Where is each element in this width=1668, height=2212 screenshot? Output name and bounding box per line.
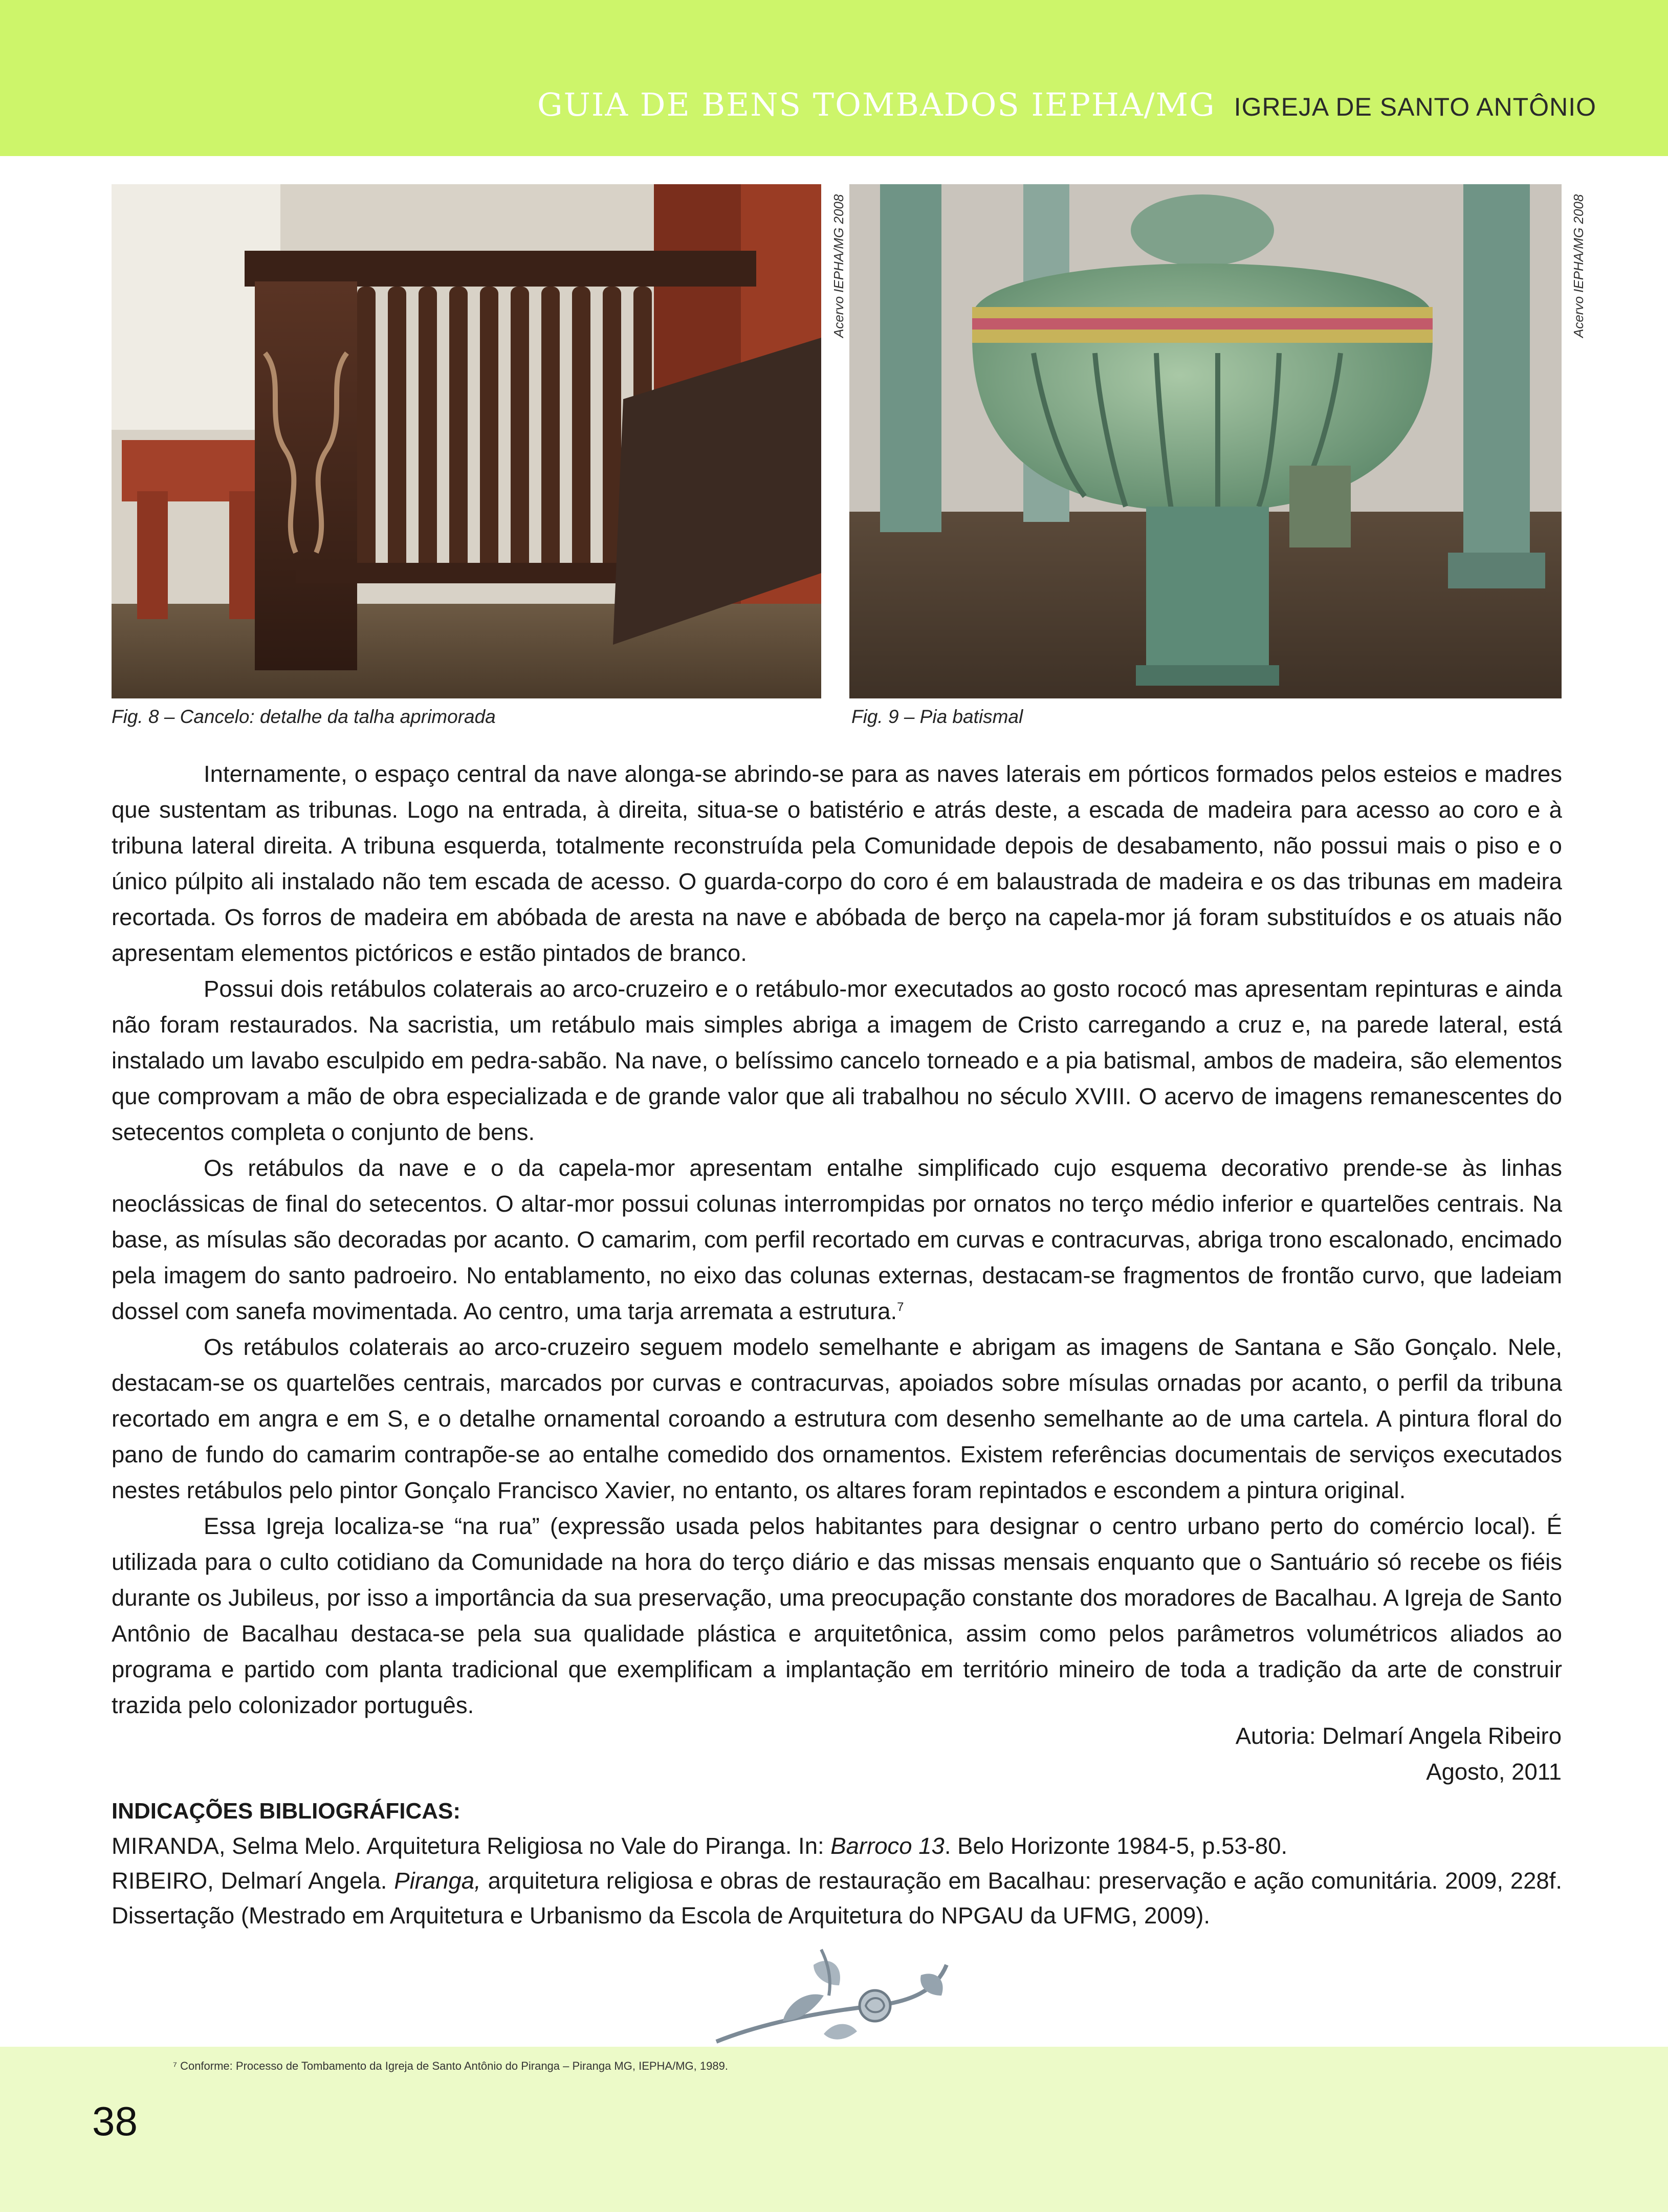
footnote: ⁷ Conforme: Processo de Tombamento da Igreja de Santo Antônio do Piranga – Piranga MG, IEPHA/MG, 1989. xyxy=(173,2060,728,2072)
figure-caption: Fig. 8 – Cancelo: detalhe da talha aprimorada xyxy=(112,706,496,727)
photo-credit: Acervo IEPHA/MG 2008 xyxy=(831,194,846,338)
paragraph: Essa Igreja localiza-se “na rua” (expressão usada pelos habitantes para designar o centro urbano perto do comércio local). É utilizada para o culto cotidiano da Comunidade na hora do terço diário e das missas mensais enquanto que o Santuário só recebe os fiéis durante os Jubileus, por isso a importância da sua preservação, uma preocupação constante dos moradores de Bacalhau. A Igreja de Santo Antônio de Bacalhau destaca-se pela sua qualidade plástica e arquitetônica, assim como pelos parâmetros volumétricos aliados ao programa e partido com planta tradicional que exemplificam a implantação em território mineiro de toda a tradição da arte de construir trazida pelo colonizador português. xyxy=(112,1513,1562,1718)
church-title: IGREJA DE SANTO ANTÔNIO xyxy=(1234,93,1596,121)
paragraph: Os retábulos colaterais ao arco-cruzeiro seguem modelo semelhante e abrigam as imagens de Santana e São Gonçalo. Nele, destacam-se os quartelões centrais, marcados por curvas e contracurvas, apoiados sobre mísulas ornadas por acanto, o perfil da tribuna recortado em angra e em S, e o detalhe ornamental coroando a estrutura com desenho semelhante ao de uma cartela. A pintura floral do pano de fundo do camarim contrapõe-se ao entalhe comedido dos ornamentos. Existem referências documentais de serviços executados nestes retábulos pelo pintor Gonçalo Francisco Xavier, no entanto, os altares foram repintados e escondem a pintura original. xyxy=(112,1334,1562,1503)
rose-ornament-icon xyxy=(706,1944,972,2052)
figure-cancelo-photo xyxy=(112,184,821,698)
bibliography-entry: RIBEIRO, Delmarí Angela. Piranga, arquitetura religiosa e obras de restauração em Bacalhau: preservação e ação comunitária. 2009, 228f. Dissertação (Mestrado em Arquitetura e Urbanismo da Escola de Arquitetura do NPGAU da UFMG, 2009). xyxy=(112,1868,1562,1929)
photo-credit: Acervo IEPHA/MG 2008 xyxy=(1571,194,1586,338)
author: Autoria: Delmarí Angela Ribeiro xyxy=(1235,1723,1562,1749)
footnote-ref[interactable]: 7 xyxy=(897,1300,904,1314)
figure-caption: Fig. 9 – Pia batismal xyxy=(851,706,1023,727)
paragraph: Internamente, o espaço central da nave alonga-se abrindo-se para as naves laterais em pórticos formados pelos esteios e madres que sustentam as tribunas. Logo na entrada, à direita, situa-se o batistério e atrás deste, a escada de madeira para acesso ao coro e à tribuna lateral direita. A tribuna esquerda, totalmente reconstruída pela Comunidade depois de desabamento, não possui mais o piso e o único púlpito ali instalado não tem escada de acesso. O guarda-corpo do coro é em balaustrada de madeira e os das tribunas em madeira recortada. Os forros de madeira em abóbada de aresta na nave e abóbada de berço na capela-mor já foram substituídos e os atuais não apresentam elementos pictóricos e estão pintados de branco. xyxy=(112,761,1562,966)
page-number: 38 xyxy=(92,2098,138,2144)
guide-title: GUIA DE BENS TOMBADOS IEPHA/MG xyxy=(537,86,1216,123)
article-body xyxy=(112,756,1562,1723)
figure-pia-batismal-photo xyxy=(849,184,1562,698)
date: Agosto, 2011 xyxy=(1426,1759,1562,1785)
authorship xyxy=(1236,1718,1562,1790)
header-band xyxy=(0,0,1668,156)
bibliography xyxy=(112,1794,1562,1933)
paragraph: Os retábulos da nave e o da capela-mor apresentam entalhe simplificado cujo esquema decorativo prende-se às linhas neoclássicas de final do setecentos. O altar-mor possui colunas interrompidas por ornatos no terço médio inferior e quartelões centrais. Na base, as mísulas são decoradas por acanto. O camarim, com perfil recortado em curvas e contracurvas, abriga trono escalonado, encimado pela imagem do santo padroeiro. No entablamento, no eixo das colunas externas, destacam-se fragmentos de frontão curvo, que ladeiam dossel com sanefa movimentada. Ao centro, uma tarja arremata a estrutura.$^7$ xyxy=(112,1155,1562,1324)
header-title xyxy=(537,86,1596,123)
paragraph: Possui dois retábulos colaterais ao arco-cruzeiro e o retábulo-mor executados ao gosto rococó mas apresentam repinturas e ainda não foram restaurados. Na sacristia, um retábulo mais simples abriga a imagem de Cristo carregando a cruz e, na parede lateral, está instalado um lavabo esculpido em pedra-sabão. Na nave, o belíssimo cancelo torneado e a pia batismal, ambos de madeira, são elementos que comprovam a mão de obra especializada e de grande valor que ali trabalhou no século XVIII. O acervo de imagens remanescentes do setecentos completa o conjunto de bens. xyxy=(112,976,1562,1145)
bibliography-heading: INDICAÇÕES BIBLIOGRÁFICAS: xyxy=(112,1799,460,1824)
bibliography-entry: MIRANDA, Selma Melo. Arquitetura Religiosa no Vale do Piranga. In: Barroco 13. Belo Horizonte 1984-5, p.53-80. xyxy=(112,1833,1288,1859)
